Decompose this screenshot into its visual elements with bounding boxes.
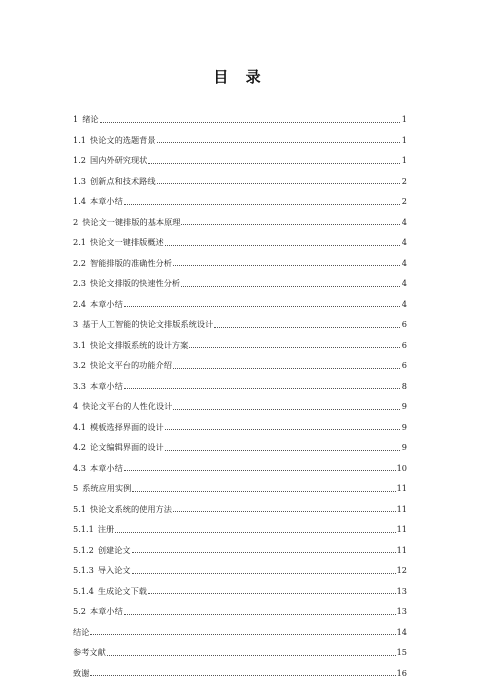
toc-entry-text: 快论文的选题背景 [90, 134, 156, 145]
toc-page-number: 6 [401, 339, 407, 350]
toc-entry-text: 模板选择界面的设计 [90, 421, 164, 432]
toc-page-number: 11 [396, 503, 407, 514]
toc-entry[interactable] [73, 472, 407, 493]
toc-entry-text: 本章小结 [90, 196, 123, 207]
toc-entry[interactable] [73, 595, 407, 616]
toc-dot-leader [124, 470, 396, 471]
toc-entry-text: 绪论 [82, 114, 99, 125]
toc-dot-leader [124, 306, 400, 307]
toc-entry-label [73, 382, 123, 390]
toc-entry[interactable] [73, 247, 407, 268]
toc-entry-label [73, 628, 89, 636]
toc-entry-number: 4.2 [73, 442, 87, 453]
toc-entry[interactable] [73, 513, 407, 534]
toc-entry-number: 3.1 [73, 339, 87, 350]
toc-entry-number: 1.3 [73, 175, 87, 186]
toc-entry-number: 4 [73, 401, 79, 412]
toc-entry-number: 1.4 [73, 196, 87, 207]
toc-entry-label [73, 566, 131, 574]
toc-entry-number: 1.2 [73, 155, 87, 166]
toc-page-number: 14 [396, 626, 407, 637]
toc-dot-leader [132, 573, 396, 574]
toc-page-number: 11 [396, 524, 407, 535]
toc-dot-leader [100, 122, 400, 123]
toc-entry-label [73, 484, 131, 492]
toc-entry-text: 生成论文下载 [97, 585, 147, 596]
toc-entry-number: 5.2 [73, 606, 87, 617]
toc-entry-label [73, 300, 123, 308]
toc-entry-text: 基于人工智能的快论文排版系统设计 [82, 319, 214, 330]
toc-page-number: 13 [396, 606, 407, 617]
toc-entry-text: 参考文献 [73, 647, 106, 658]
toc-dot-leader [189, 347, 400, 348]
toc-page-number: 1 [401, 155, 407, 166]
toc-entry-text: 智能排版的准确性分析 [90, 257, 172, 268]
toc-entry-number: 5.1.3 [73, 565, 94, 576]
toc-dot-leader [214, 327, 400, 328]
toc-entry-number: 5.1.4 [73, 585, 94, 596]
toc-dot-leader [157, 183, 400, 184]
toc-entry-label [73, 443, 164, 451]
toc-entry[interactable] [73, 185, 407, 206]
toc-entry[interactable] [73, 370, 407, 391]
toc-entry-text: 结论 [73, 626, 90, 637]
toc-entry[interactable] [73, 431, 407, 452]
toc-entry-label [73, 115, 99, 123]
toc-page-number: 4 [401, 298, 407, 309]
toc-dot-leader [173, 368, 400, 369]
toc-dot-leader [124, 388, 400, 389]
toc-entry-label [73, 238, 164, 246]
toc-entry-label [73, 259, 172, 267]
toc-dot-leader [90, 675, 395, 676]
toc-page-number: 6 [401, 319, 407, 330]
toc-dot-leader [173, 265, 400, 266]
toc-dot-leader [132, 552, 396, 553]
toc-entry-label [73, 218, 180, 226]
toc-entry-label [73, 587, 147, 595]
toc-page-number: 4 [401, 278, 407, 289]
toc-dot-leader [181, 286, 400, 287]
toc-list [73, 103, 407, 677]
toc-dot-leader [90, 634, 395, 635]
toc-entry-number: 5.1.1 [73, 524, 94, 535]
toc-entry-number: 2.1 [73, 237, 87, 248]
toc-page-number: 10 [396, 462, 407, 473]
toc-entry-text: 导入论文 [97, 565, 131, 576]
toc-dot-leader [165, 450, 400, 451]
toc-entry[interactable] [73, 206, 407, 227]
toc-entry-text: 本章小结 [90, 380, 123, 391]
toc-entry-text: 快论文一键排版的基本原理 [82, 216, 181, 227]
toc-page-number: 12 [396, 565, 407, 576]
toc-entry-label [73, 546, 131, 554]
toc-page-number: 2 [401, 175, 407, 186]
toc-entry[interactable] [73, 349, 407, 370]
toc-entry[interactable] [73, 636, 407, 657]
toc-page-number: 4 [401, 237, 407, 248]
toc-entry-number: 2.2 [73, 257, 87, 268]
toc-page-number: 1 [401, 114, 407, 125]
toc-entry-text: 本章小结 [90, 606, 123, 617]
toc-entry[interactable] [73, 103, 407, 124]
toc-page-number: 9 [401, 442, 407, 453]
toc-page-number: 2 [401, 196, 407, 207]
toc-entry-label [73, 402, 172, 410]
toc-page-number: 16 [396, 667, 407, 678]
toc-entry-number: 2.3 [73, 278, 87, 289]
toc-entry-label [73, 423, 164, 431]
toc-entry-number: 3.3 [73, 380, 87, 391]
toc-dot-leader [173, 511, 396, 512]
toc-title: 目 录 [213, 68, 267, 86]
toc-entry[interactable] [73, 144, 407, 165]
toc-dot-leader [165, 245, 400, 246]
toc-entry[interactable] [73, 493, 407, 514]
toc-entry[interactable] [73, 390, 407, 411]
toc-page-number: 13 [396, 585, 407, 596]
toc-entry-label [73, 669, 89, 677]
toc-page-number: 9 [401, 421, 407, 432]
toc-dot-leader [157, 142, 400, 143]
toc-dot-leader [124, 204, 400, 205]
toc-entry[interactable] [73, 411, 407, 432]
toc-page-number: 11 [396, 483, 407, 494]
toc-entry-text: 系统应用实例 [82, 483, 132, 494]
toc-entry[interactable] [73, 329, 407, 350]
toc-entry[interactable] [73, 308, 407, 329]
toc-entry[interactable] [73, 657, 407, 678]
toc-entry-text: 创新点和技术路线 [90, 175, 156, 186]
toc-entry-label [73, 197, 123, 205]
toc-entry-number: 2.4 [73, 298, 87, 309]
toc-dot-leader [181, 224, 400, 225]
toc-entry-text: 本章小结 [90, 298, 123, 309]
toc-entry-label [73, 341, 188, 349]
toc-entry[interactable] [73, 554, 407, 575]
toc-entry-label [73, 648, 106, 656]
toc-entry[interactable] [73, 288, 407, 309]
toc-page-number: 8 [401, 380, 407, 391]
toc-entry-text: 快论文排版系统的设计方案 [90, 339, 189, 350]
toc-entry-text: 论文编辑界面的设计 [90, 442, 164, 453]
toc-page-number: 11 [396, 544, 407, 555]
toc-entry-text: 创建论文 [97, 544, 131, 555]
toc-entry-label [73, 464, 123, 472]
toc-page-number: 4 [401, 216, 407, 227]
toc-entry-text: 本章小结 [90, 462, 123, 473]
toc-entry-number: 4.1 [73, 421, 87, 432]
toc-entry-number: 3.2 [73, 360, 87, 371]
toc-page-number: 9 [401, 401, 407, 412]
toc-dot-leader [124, 614, 396, 615]
toc-dot-leader [173, 409, 400, 410]
toc-entry[interactable] [73, 575, 407, 596]
toc-dot-leader [107, 655, 396, 656]
toc-entry-label [73, 505, 172, 513]
toc-entry[interactable] [73, 267, 407, 288]
toc-page-number: 15 [396, 647, 407, 658]
toc-entry-number: 5.1.2 [73, 544, 94, 555]
toc-entry-text: 注册 [97, 524, 115, 535]
toc-entry-label [73, 177, 156, 185]
toc-entry-number: 1.1 [73, 134, 87, 145]
toc-entry-text: 国内外研究现状 [90, 155, 148, 166]
toc-page-number: 6 [401, 360, 407, 371]
toc-entry-label [73, 320, 213, 328]
toc-entry-text: 快论文平台的人性化设计 [82, 401, 173, 412]
toc-entry-label [73, 136, 156, 144]
toc-dot-leader [132, 491, 395, 492]
toc-page-number: 4 [401, 257, 407, 268]
toc-entry-number: 2 [73, 216, 79, 227]
toc-entry-number: 5.1 [73, 503, 87, 514]
toc-dot-leader [148, 593, 396, 594]
toc-dot-leader [148, 163, 400, 164]
toc-entry[interactable] [73, 452, 407, 473]
toc-entry-number: 1 [73, 114, 79, 125]
toc-entry-number: 5 [73, 483, 79, 494]
toc-entry[interactable] [73, 165, 407, 186]
toc-page-number: 1 [401, 134, 407, 145]
toc-dot-leader [115, 532, 395, 533]
toc-entry-text: 快论文系统的使用方法 [90, 503, 172, 514]
toc-entry-text: 快论文排版的快速性分析 [90, 278, 181, 289]
toc-entry[interactable] [73, 534, 407, 555]
toc-entry-label [73, 156, 147, 164]
toc-entry-label [73, 525, 114, 533]
toc-entry-number: 3 [73, 319, 79, 330]
toc-entry-number: 4.3 [73, 462, 87, 473]
toc-entry-text: 快论文一键排版概述 [90, 237, 164, 248]
toc-entry[interactable] [73, 226, 407, 247]
toc-entry-label [73, 279, 180, 287]
toc-entry[interactable] [73, 124, 407, 145]
toc-entry-label [73, 361, 172, 369]
toc-entry-text: 致谢 [73, 667, 90, 678]
toc-entry[interactable] [73, 616, 407, 637]
toc-entry-label [73, 607, 123, 615]
toc-entry-text: 快论文平台的功能介绍 [90, 360, 172, 371]
toc-dot-leader [165, 429, 400, 430]
